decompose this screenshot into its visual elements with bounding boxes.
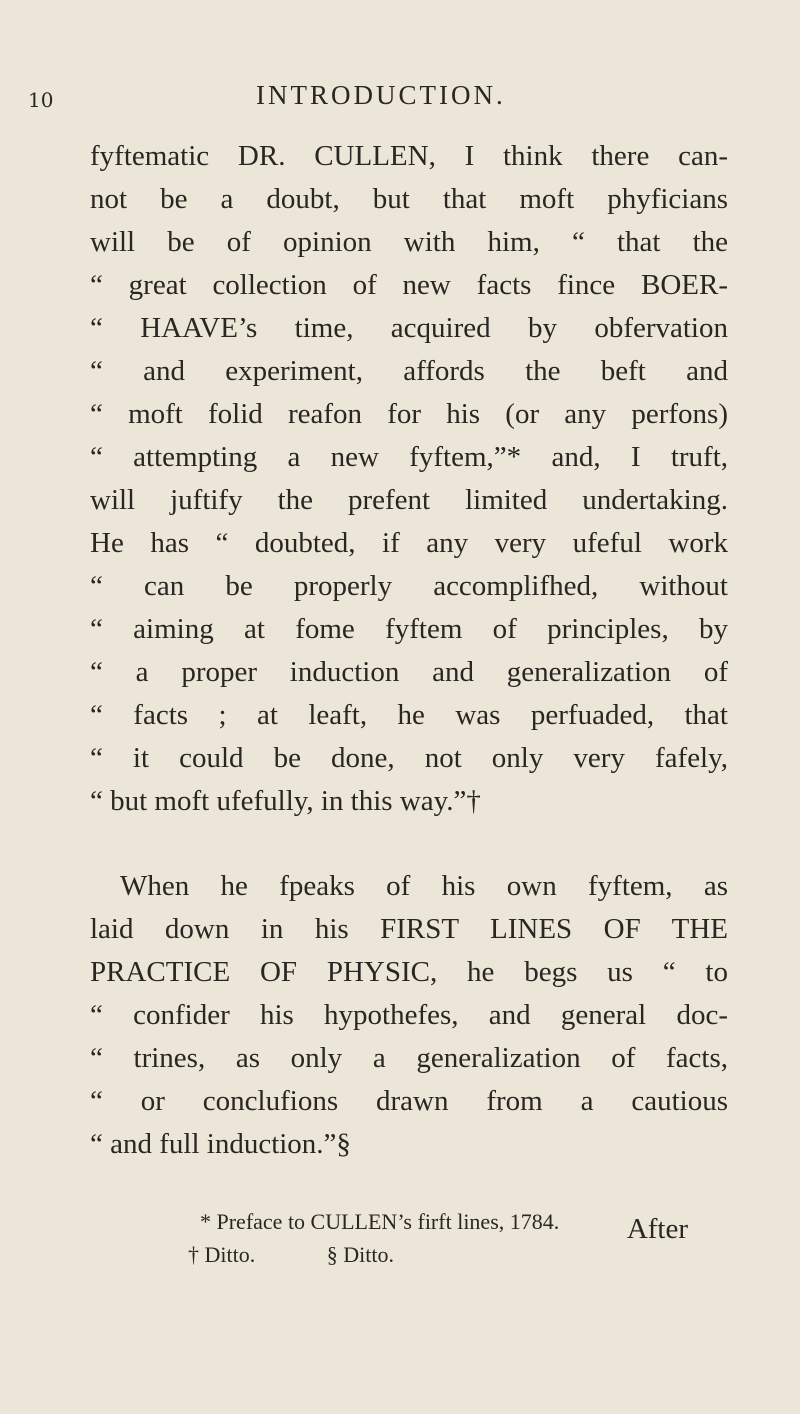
text-line: “ trines, as only a generalization of facts, — [90, 1042, 728, 1074]
catchword: After — [626, 1213, 688, 1245]
text-line: When he fpeaks of his own fyftem, as — [120, 870, 728, 902]
text-line: “ and full induction.”§ — [90, 1128, 351, 1160]
text-line: “ moft folid reafon for his (or any perfons) — [90, 398, 728, 430]
text-line: “ confider his hypothefes, and general doc- — [90, 999, 728, 1031]
text-line: will be of opinion with him, “ that the — [90, 226, 728, 258]
page-number: 10 — [28, 88, 54, 112]
footnotes — [188, 1205, 760, 1271]
footnote: * Preface to CULLEN’s firft lines, 1784. — [200, 1209, 560, 1234]
text-line: “ aiming at fome fyftem of principles, by — [90, 613, 728, 645]
text-line: “ or conclufions drawn from a cautious — [90, 1085, 728, 1117]
text-line: He has “ doubted, if any very ufeful work — [90, 527, 728, 559]
text-line: fyftematic DR. CULLEN, I think there can- — [90, 140, 728, 172]
text-line: “ facts ; at leaft, he was perfuaded, that — [90, 699, 728, 731]
text-line: “ HAAVE’s time, acquired by obfervation — [90, 312, 728, 344]
paragraph-gap — [90, 823, 728, 865]
text-line: will juftify the prefent limited undertaking. — [90, 484, 728, 516]
running-title: INTRODUCTION. — [256, 80, 506, 110]
footnote-row — [188, 1238, 760, 1271]
text-line: “ great collection of new facts fince BOER- — [90, 269, 728, 301]
text-line: “ can be properly accomplifhed, without — [90, 570, 728, 602]
text-line: “ and experiment, affords the beft and — [90, 355, 728, 387]
footnote: † Ditto. — [188, 1242, 256, 1267]
page-header — [28, 80, 588, 120]
text-line: laid down in his FIRST LINES OF THE — [90, 913, 728, 945]
text-line: not be a doubt, but that moft phyficians — [90, 183, 728, 215]
body-text — [90, 135, 728, 1251]
text-line: “ attempting a new fyftem,”* and, I truft, — [90, 441, 728, 473]
text-line: “ a proper induction and generalization of — [90, 656, 728, 688]
footnote: § Ditto. — [326, 1242, 394, 1267]
text-line: “ it could be done, not only very fafely, — [90, 742, 728, 774]
text-line: “ but moft ufefully, in this way.”† — [90, 785, 481, 817]
text-line: PRACTICE OF PHYSIC, he begs us “ to — [90, 956, 728, 988]
